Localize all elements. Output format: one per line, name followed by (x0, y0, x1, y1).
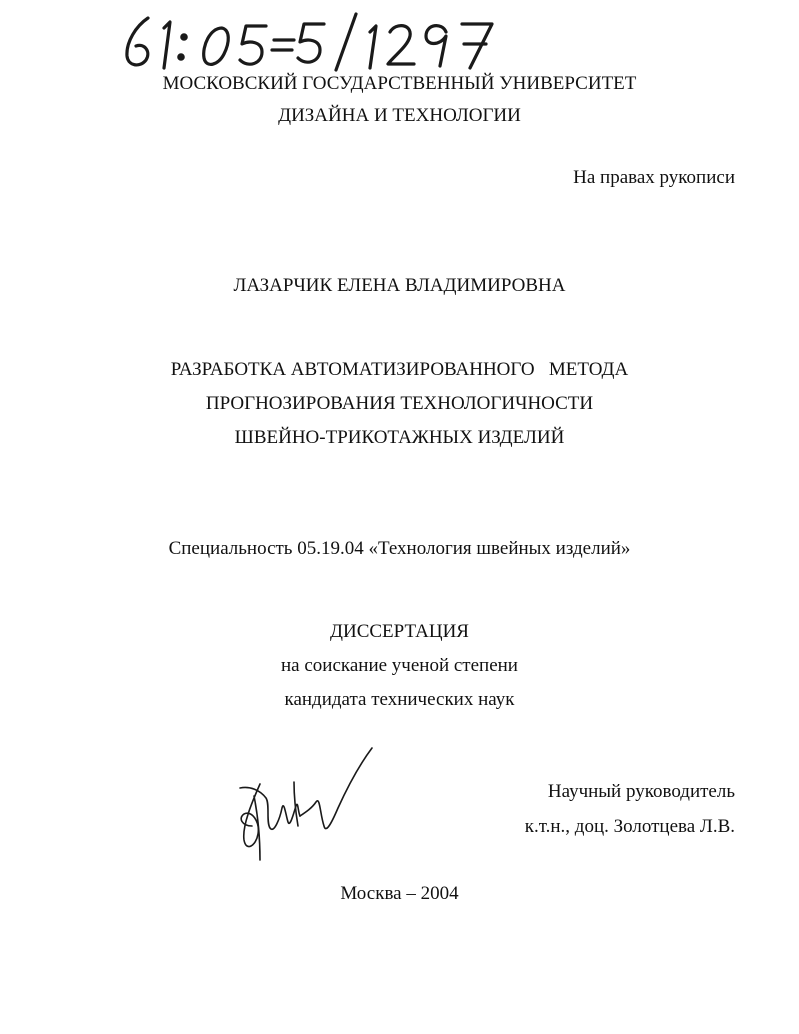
dissertation-title-line1: РАЗРАБОТКА АВТОМАТИЗИРОВАННОГО МЕТОДА (170, 359, 629, 380)
university-name-line1: МОСКОВСКИЙ ГОСУДАРСТВЕННЫЙ УНИВЕРСИТЕТ (162, 73, 637, 94)
handwritten-signature (230, 742, 380, 864)
degree-line2: кандидата технических наук (284, 689, 515, 710)
degree-line1: на соискание ученой степени (281, 655, 518, 676)
university-name-line2: ДИЗАЙНА И ТЕХНОЛОГИИ (278, 105, 521, 126)
handwritten-archive-number (118, 10, 518, 72)
supervisor-name: к.т.н., доц. Золотцева Л.В. (524, 816, 735, 837)
manuscript-rights-note: На правах рукописи (573, 167, 735, 188)
dissertation-title-line2: ПРОГНОЗИРОВАНИЯ ТЕХНОЛОГИЧНОСТИ (205, 393, 594, 414)
place-and-year: Москва – 2004 (340, 883, 459, 904)
specialty: Специальность 05.19.04 «Технология швейных изделий» (168, 538, 631, 559)
dissertation-title-line3: ШВЕЙНО-ТРИКОТАЖНЫХ ИЗДЕЛИЙ (234, 427, 565, 448)
dissertation-heading: ДИССЕРТАЦИЯ (330, 621, 469, 642)
author-name: ЛАЗАРЧИК ЕЛЕНА ВЛАДИМИРОВНА (233, 275, 566, 296)
supervisor-label: Научный руководитель (547, 781, 735, 802)
